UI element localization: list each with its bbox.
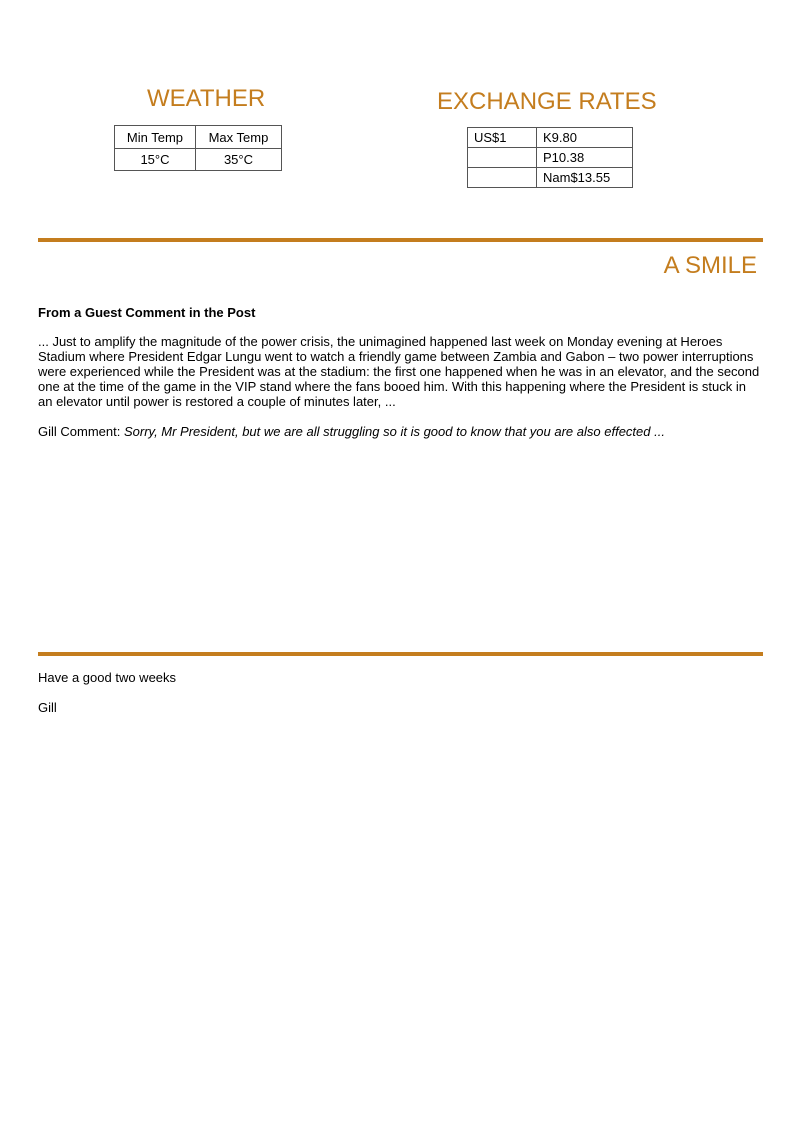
exchange-rates-table [467, 127, 633, 188]
max-temp-value: 35°C [195, 149, 281, 171]
exchange-rates-title: EXCHANGE RATES [437, 88, 657, 115]
min-temp-header: Min Temp [115, 126, 196, 149]
gill-comment [38, 424, 763, 439]
gill-comment-label: Gill Comment: [38, 424, 124, 439]
currency-cell: US$1 [468, 128, 537, 148]
currency-cell [468, 168, 537, 188]
table-row [115, 126, 282, 149]
smile-title: A SMILE [663, 252, 757, 279]
guest-comment-heading: From a Guest Comment in the Post [38, 305, 256, 320]
signoff: Have a good two weeks [38, 670, 177, 685]
weather-title: WEATHER [147, 85, 266, 112]
table-row [468, 128, 633, 148]
section-divider [38, 238, 763, 242]
rate-cell: K9.80 [537, 128, 633, 148]
currency-cell [468, 148, 537, 168]
guest-comment-body: ... Just to amplify the magnitude of the power crisis, the unimagined happened last week on Monday evening at Heroes Stadium where President Edgar Lungu went to watch a friendly game between Zambia and Gabon – two power interruptions were experienced while the President was at the stadium: the first one happened when he was in an elevator, and the second one at the time of the game in the VIP stand where the fans booed him. With this happening where the President is stuck in an elevator until power is restored a couple of minutes later, ... [38, 334, 760, 409]
table-row [468, 168, 633, 188]
rate-cell: P10.38 [537, 148, 633, 168]
min-temp-value: 15°C [115, 149, 196, 171]
table-row [468, 148, 633, 168]
section-divider [38, 652, 763, 656]
signature: Gill [38, 700, 57, 715]
table-row [115, 149, 282, 171]
gill-comment-text: Sorry, Mr President, but we are all struggling so it is good to know that you are also effected ... [123, 424, 665, 439]
rate-cell: Nam$13.55 [537, 168, 633, 188]
weather-table [114, 125, 282, 171]
max-temp-header: Max Temp [195, 126, 281, 149]
